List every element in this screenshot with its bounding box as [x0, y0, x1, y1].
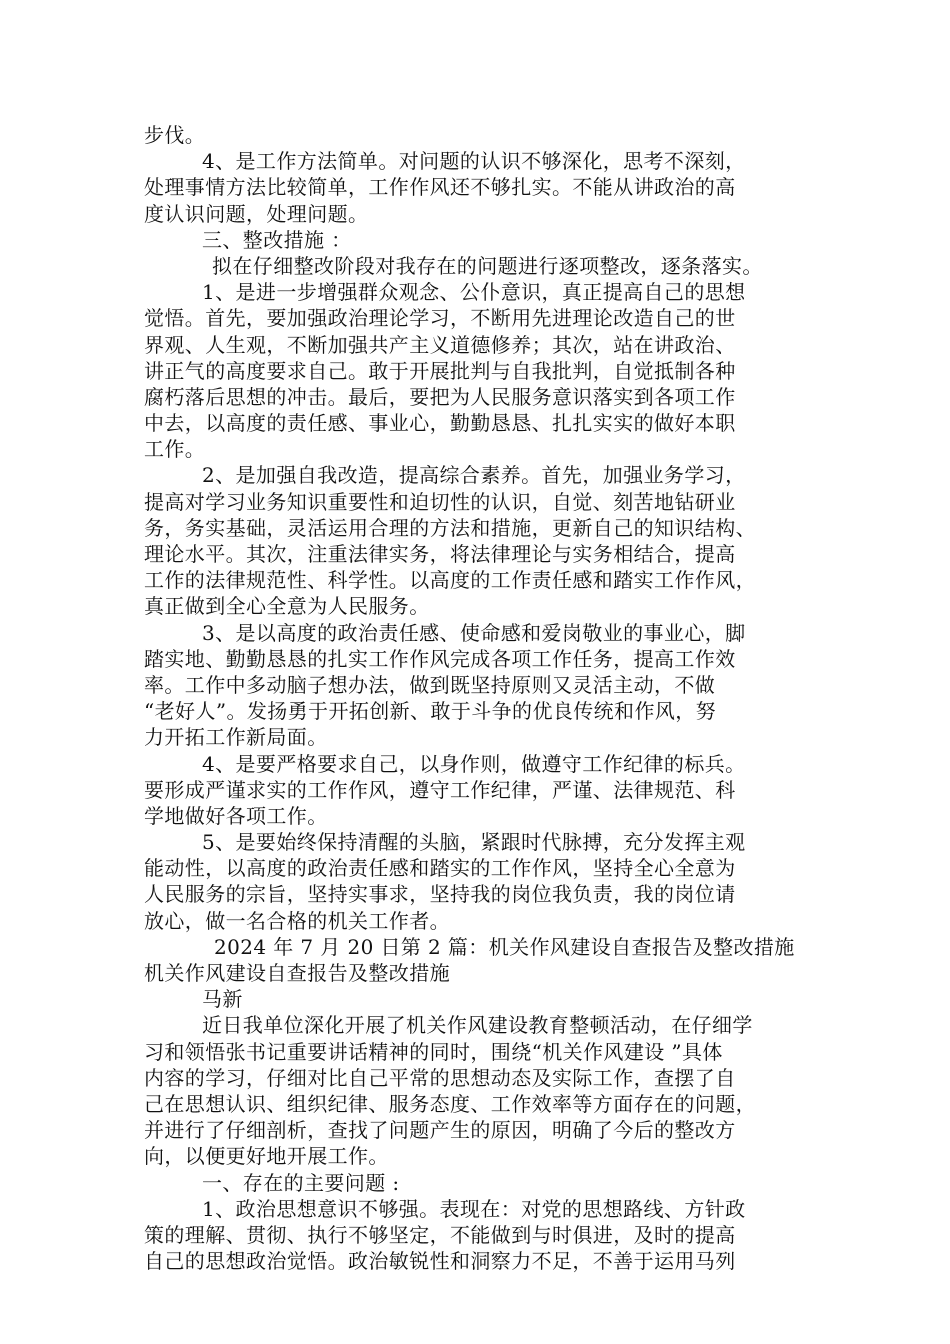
text-line: 要形成严谨求实的工作作风，遵守工作纪律，严谨、法律规范、科: [144, 777, 736, 802]
text-line: 率。工作中多动脑子想办法，做到既坚持原则又灵活主动，不做: [144, 672, 716, 697]
text-line: 度认识问题，处理问题。: [144, 201, 369, 226]
text-line: 习和领悟张书记重要讲话精神的同时，围绕“机关作风建设 ”具体: [144, 1039, 723, 1064]
text-line: 人民服务的宗旨，坚持实事求，坚持我的岗位我负责，我的岗位请: [144, 882, 736, 907]
text-line: 工作。: [144, 437, 206, 462]
text-line: 4、是工作方法简单。对问题的认识不够深化，思考不深刻，: [202, 149, 746, 174]
text-line: 力开拓工作新局面。: [144, 725, 328, 750]
text-line: 理论水平。其次，注重法律实务，将法律理论与实务相结合，提高: [144, 542, 736, 566]
text-line: 务，务实基础，灵活运用合理的方法和措施，更新自己的知识结构、: [144, 515, 756, 540]
text-line: 自己的思想政治觉悟。政治敏锐性和洞察力不足，不善于运用马列: [144, 1249, 736, 1274]
text-line: 己在思想认识、组织纪律、服务态度、工作效率等方面存在的问题，: [144, 1091, 756, 1116]
text-line: 内容的学习，仔细对比自己平常的思想动态及实际工作，查摆了自: [144, 1065, 736, 1090]
text-line: 2024 年 7 月 20 日第 2 篇：机关作风建设自查报告及整改措施: [214, 934, 795, 959]
text-line: 1、是进一步增强群众观念、公仆意识，真正提高自己的思想: [202, 280, 746, 305]
text-line: 放心，做一名合格的机关工作者。: [144, 908, 450, 933]
text-line: 讲正气的高度要求自己。敢于开展批判与自我批判，自觉抵制各种: [144, 358, 736, 383]
text-line: 真正做到全心全意为人民服务。: [144, 594, 430, 619]
text-line: 界观、人生观，不断加强共产主义道德修养；其次，站在讲政治、: [144, 332, 736, 357]
text-line: 2、是加强自我改造，提高综合素养。首先，加强业务学习，: [202, 463, 746, 488]
text-line: 拟在仔细整改阶段对我存在的问题进行逐项整改，逐条落实。: [212, 253, 763, 278]
text-line: 步伐。: [144, 123, 206, 147]
text-line: 近日我单位深化开展了机关作风建设教育整顿活动，在仔细学: [202, 1013, 753, 1038]
text-line: 学地做好各项工作。: [144, 803, 328, 828]
text-line: 提高对学习业务知识重要性和迫切性的认识，自觉、刻苦地钻研业: [144, 489, 736, 514]
text-line: 1、政治思想意识不够强。表现在：对党的思想路线、方针政: [202, 1196, 746, 1221]
text-line: 觉悟。首先，要加强政治理论学习，不断用先进理论改造自己的世: [144, 306, 736, 331]
text-line: 一、存在的主要问题 :: [202, 1170, 400, 1195]
text-line: 策的理解、贯彻、执行不够坚定，不能做到与时俱进，及时的提高: [144, 1222, 736, 1247]
text-line: “老好人”。发扬勇于开拓创新、敢于斗争的优良传统和作风，努: [144, 699, 717, 724]
text-line: 三、整改措施 ：: [202, 227, 352, 252]
document-page: [144, 122, 808, 1274]
text-line: 踏实地、勤勤恳恳的扎实工作作风完成各项工作任务，提高工作效: [144, 646, 736, 671]
text-line: 5、是要始终保持清醒的头脑，紧跟时代脉搏，充分发挥主观: [202, 830, 746, 855]
text-line: 能动性，以高度的政治责任感和踏实的工作作风，坚持全心全意为: [144, 856, 736, 881]
text-line: 并进行了仔细剖析，查找了问题产生的原因，明确了今后的整改方: [144, 1118, 736, 1143]
text-line: 机关作风建设自查报告及整改措施: [144, 961, 450, 985]
text-line: 向，以便更好地开展工作。: [144, 1144, 389, 1169]
text-line: 工作的法律规范性、科学性。以高度的工作责任感和踏实工作作风，: [144, 568, 756, 593]
text-line: 3、是以高度的政治责任感、使命感和爱岗敬业的事业心，脚: [202, 620, 746, 645]
text-line: 4、是要严格要求自己，以身作则，做遵守工作纪律的标兵。: [202, 751, 746, 776]
text-line: 中去，以高度的责任感、事业心，勤勤恳恳、扎扎实实的做好本职: [144, 411, 736, 436]
text-line: 腐朽落后思想的冲击。最后，要把为人民服务意识落实到各项工作: [144, 384, 736, 409]
text-line: 马新: [202, 987, 243, 1012]
text-line: 处理事情方法比较简单，工作作风还不够扎实。不能从讲政治的高: [144, 175, 736, 200]
